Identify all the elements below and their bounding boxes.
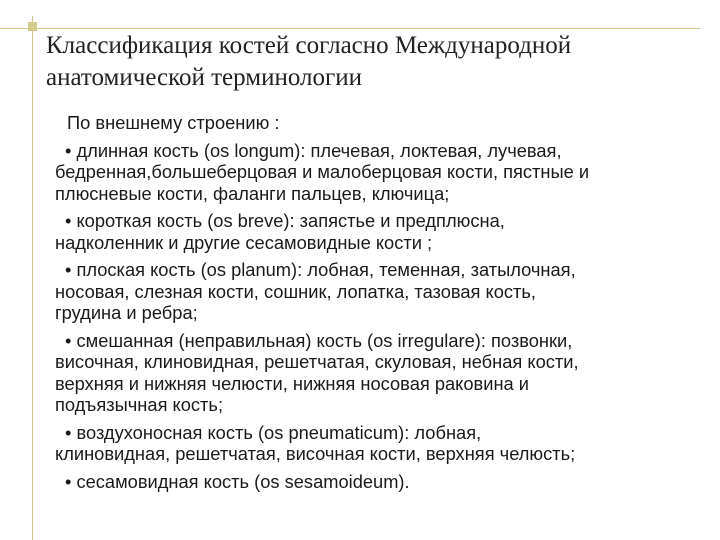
list-item-line: подъязычная кость; bbox=[55, 394, 224, 415]
slide-body bbox=[55, 112, 715, 498]
list-item-line: височная, клиновидная, решетчатая, скуловая, небная кости, bbox=[55, 351, 579, 372]
list-item bbox=[55, 422, 715, 465]
list-item bbox=[55, 259, 715, 324]
slide-title bbox=[46, 30, 696, 94]
list-item bbox=[55, 140, 715, 205]
decorative-corner-square bbox=[28, 22, 37, 31]
decorative-horizontal-line bbox=[0, 28, 700, 29]
list-item-first-line: • длинная кость (os longum): плечевая, локтевая, лучевая, bbox=[65, 139, 562, 161]
list-item-first-line: • сесамовидная кость (os sesamoideum). bbox=[65, 470, 410, 492]
list-item-first-line: • плоская кость (os planum): лобная, теменная, затылочная, bbox=[65, 259, 576, 280]
list-item-line: клиновидная, решетчатая, височная кости, верхняя челюсть; bbox=[55, 443, 576, 464]
list-item-first-line: • воздухоносная кость (os pneumaticum): лобная, bbox=[65, 421, 482, 443]
list-item-line: грудина и ребра; bbox=[55, 302, 198, 323]
title-line-1: Классификация костей согласно Международной bbox=[46, 32, 572, 59]
list-item-line: носовая, слезная кости, сошник, лопатка, тазовая кость, bbox=[55, 280, 537, 302]
list-item-line: верхняя и нижняя челюсти, нижняя носовая раковина и bbox=[55, 372, 530, 394]
list-item bbox=[55, 471, 715, 493]
intro-text: По внешнему строению : bbox=[67, 112, 280, 133]
list-item bbox=[55, 330, 715, 416]
list-item-first-line: • короткая кость (os breve): запястье и предплюсна, bbox=[65, 210, 505, 231]
list-item-line: плюсневые кости, фаланги пальцев, ключица; bbox=[55, 182, 450, 204]
decorative-vertical-line bbox=[32, 16, 33, 540]
list-item bbox=[55, 210, 715, 253]
bullet-list bbox=[55, 140, 715, 493]
list-item-line: надколенник и другие сесамовидные кости ; bbox=[55, 231, 433, 253]
title-line-2: анатомической терминологии bbox=[46, 64, 363, 91]
list-item-line: бедренная,большеберцовая и малоберцовая кости, пястные и bbox=[55, 161, 590, 182]
list-item-first-line: • смешанная (неправильная) кость (os irregulare): позвонки, bbox=[65, 329, 573, 351]
